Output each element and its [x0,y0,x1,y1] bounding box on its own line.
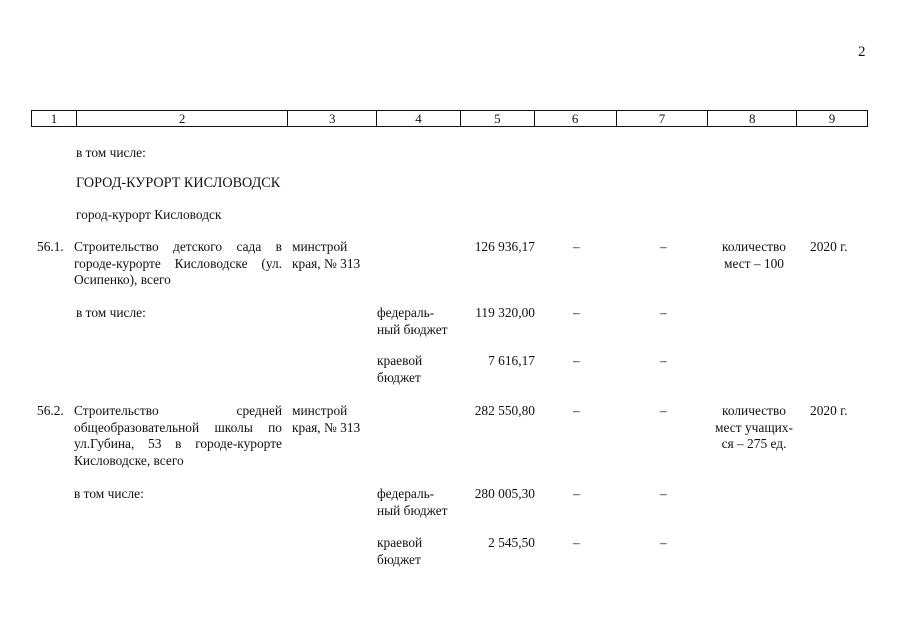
column-header-4: 4 [377,111,461,126]
column-header-5: 5 [461,111,535,126]
row-title: Строительство детского сада в городе-курорте Кисловодске (ул. Осипенко), всего [74,239,282,287]
row-number: 56.2. [37,403,64,418]
row-result: количество мест учащих- ся – 275 ед. [715,403,793,451]
row-title: Строительство средней общеобразовательной школы по ул.Губина, 53 в городе-курорте Кисловодске, всего [74,403,282,468]
row-year: 2020 г. [810,239,848,254]
regional-amount: 7 616,17 [488,353,535,368]
federal-col6: – [573,305,580,320]
federal-col7: – [660,305,667,320]
page-number: 2 [858,44,866,60]
row-customer: минстрой края, № 313 [292,239,361,271]
regional-col7: – [660,353,667,368]
row-year: 2020 г. [810,403,848,418]
region-subheading: город-курорт Кисловодск [76,207,222,222]
row-result: количество мест – 100 [722,239,786,271]
sub-including-label: в том числе: [76,305,146,320]
sub-including-label: в том числе: [74,486,144,501]
row-col6: – [573,403,580,418]
including-label: в том числе: [76,145,146,160]
region-heading: ГОРОД-КУРОРТ КИСЛОВОДСК [76,175,281,191]
federal-col7: – [660,486,667,501]
column-header-3: 3 [288,111,377,126]
federal-budget-label: федераль- ный бюджет [377,486,448,518]
column-header-9: 9 [828,111,836,126]
column-header-2: 2 [77,111,288,126]
column-header-8: 8 [708,111,797,126]
row-col6: – [573,239,580,254]
regional-col6: – [573,353,580,368]
column-header-6: 6 [535,111,617,126]
federal-budget-label: федераль- ный бюджет [377,305,448,337]
regional-amount: 2 545,50 [488,535,535,550]
federal-col6: – [573,486,580,501]
column-number-header [31,110,868,127]
federal-amount: 280 005,30 [474,486,535,501]
row-col7: – [660,239,667,254]
regional-budget-label: краевой бюджет [377,535,423,567]
column-header-1: 1 [32,111,77,126]
row-customer: минстрой края, № 313 [292,403,361,435]
regional-budget-label: краевой бюджет [377,353,423,385]
federal-amount: 119 320,00 [475,305,535,320]
regional-col6: – [573,535,580,550]
row-amount: 282 550,80 [474,403,535,418]
row-number: 56.1. [37,239,64,254]
column-header-7: 7 [617,111,709,126]
regional-col7: – [660,535,667,550]
row-amount: 126 936,17 [474,239,535,254]
row-col7: – [660,403,667,418]
